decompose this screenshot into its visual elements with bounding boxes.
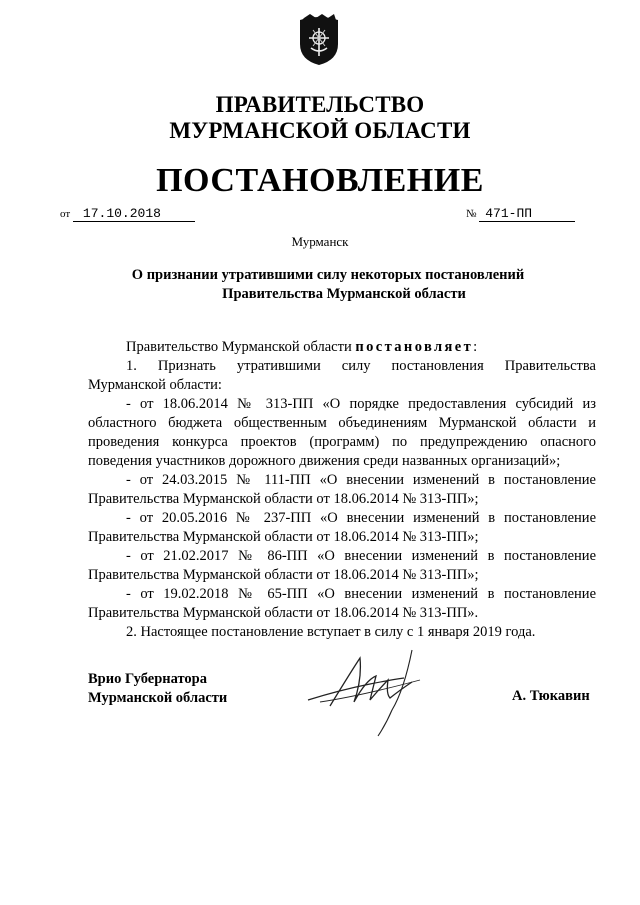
body-line: - от 21.02.2017 № 86-ПП «О внесении изменений в постановление: [126, 548, 596, 564]
body-line: - от 18.06.2014 № 313-ПП «О порядке предоставления субсидий из: [126, 396, 596, 412]
body-line: Правительства Мурманской области от 18.06.2014 № 313-ПП»;: [88, 529, 479, 545]
body-line: проведения конкурса проектов (программ) по предупреждению опасного: [88, 434, 596, 450]
body-line: Правительства Мурманской области от 18.06.2014 № 313-ПП»;: [88, 567, 479, 583]
intro-line: [126, 338, 596, 357]
document-type-title: ПОСТАНОВЛЕНИЕ: [156, 162, 484, 199]
body-line: - от 19.02.2018 № 65-ПП «О внесении изменений в постановление: [126, 586, 596, 602]
body-line: областного бюджета общественным объединениям Мурманской области и: [88, 415, 596, 431]
subject-line1: О признании утратившими силу некоторых постановлений: [131, 267, 525, 283]
intro-colon: :: [473, 339, 478, 355]
document-number-field: [466, 206, 575, 222]
body-line: 1. Признать утратившими силу постановления Правительства: [126, 358, 596, 374]
number-prefix: №: [466, 208, 477, 220]
document-date: 17.10.2018: [73, 206, 195, 222]
handwritten-signature: [300, 640, 440, 750]
signatory-position-line2: Мурманской области: [88, 690, 228, 706]
body-line: Правительства Мурманской области от 18.06.2014 № 313-ПП»;: [88, 491, 479, 507]
org-title-line1: ПРАВИТЕЛЬСТВО: [215, 92, 425, 117]
body-line: 2. Настоящее постановление вступает в силу с 1 января 2019 года.: [126, 624, 536, 640]
coat-of-arms-emblem: [296, 14, 342, 66]
body-line: - от 24.03.2015 № 111-ПП «О внесении изменений в постановление: [126, 472, 596, 488]
body-line: Правительства Мурманской области от 18.06.2014 № 313-ПП».: [88, 605, 479, 621]
body-line: - от 20.05.2016 № 237-ПП «О внесении изменений в постановление: [126, 510, 596, 526]
body-line: Мурманской области:: [88, 377, 222, 393]
city-name: Мурманск: [291, 234, 349, 249]
subject-line2: Правительства Мурманской области: [222, 286, 466, 302]
intro-verb: постановляет: [355, 339, 474, 355]
intro-text: Правительство Мурманской области: [126, 339, 356, 355]
document-number: 471-ПП: [479, 206, 575, 222]
document-date-field: [60, 206, 195, 222]
org-title-line2: МУРМАНСКОЙ ОБЛАСТИ: [169, 118, 471, 143]
signatory-name: А. Тюкавин: [512, 688, 590, 704]
date-prefix: от: [60, 208, 71, 220]
body-line: поведения участников дорожного движения среди названных организаций»;: [88, 453, 561, 469]
signatory-position-line1: Врио Губернатора: [88, 671, 207, 687]
